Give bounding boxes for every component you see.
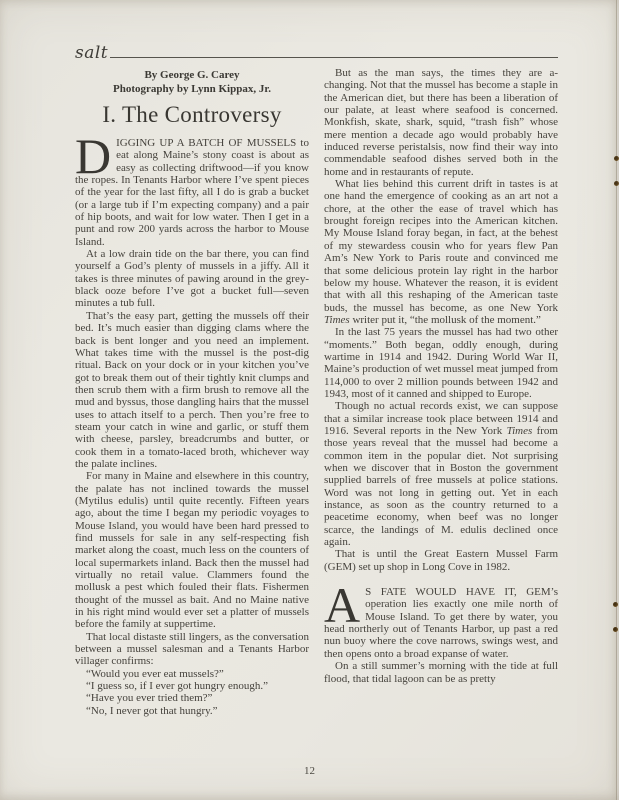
left-column-body [75,128,309,717]
paragraph: What lies behind this current drift in tastes is at one hand the emergence of cooking as an art not a chore, at the other the ease of travel which has brought foreign recipes into the American kitchen. My Mouse Island foray began, in fact, at the behest of my stewardess cousin who for years flew Pan Am’s New York to Paris route and convinced me that some delicious protein lay right in the harbor below my house. Whatever the reason, it is evident that with all this reshaping of the American taste buds, the mussel has become, as one New York Times writer put it, “the mollusk of the moment.” [324,178,558,326]
scan-artifact-dot [614,181,619,186]
article-columns [75,64,558,717]
dialogue-line: “Have you ever tried them?” [86,692,213,705]
left-column [75,64,309,717]
dialogue-line: “I guess so, if I ever got hungry enough.” [86,680,269,693]
scan-artifact-dot [614,156,619,161]
page-number: 12 [304,765,315,777]
paragraph: DIGGING UP A BATCH OF MUSSELS to eat along Maine’s stony coast is about as easy as collecting driftwood—if you know the ropes. In Tenants Harbor where I’ve spent pieces of the year for the last fifty, all I do is grab a bucket (or a large tub if I’m expecting company) and a pair of hip boots, and wait for low water. Then I get in a punt and row 200 yards across the harbor to Mouse Island. [75,128,309,248]
paragraph: In the last 75 years the mussel has had two other “moments.” Both began, oddly enough, during wartime in 1914 and 1942. During World War II, Maine’s production of wet mussel meat jumped from 114,000 to over 2 million pounds between 1942 and 1943, most of it canned and shipped to Europe. [324,326,558,400]
right-column [324,64,558,717]
byline: By George G. Carey [144,69,240,81]
paragraph: For many in Maine and elsewhere in this country, the palate has not inclined towards the mussel (Mytilus edulis) until quite recently. Fifteen years ago, about the time I began my periodic voyages to Mouse Island, you would have been hard pressed to find mussels for sale in any self-respecting fish market along the coast, much less on the counters of local supermarkets inland. Back then the mussel had virtually no retail value. Clammers found the mollusk a pest which fouled their flats. Fishermen thought of the mussel as bait. And no Maine native in his right mind would ever set a platter of mussels before the family at suppertime. [75,470,309,631]
photo-credit: Photography by Lynn Kippax, Jr. [113,82,271,95]
dialogue-line: “Would you ever eat mussels?” [86,667,224,680]
salt-logo: salt [75,43,109,63]
paragraph: That’s the easy part, getting the mussels off their bed. It’s much easier than digging clams where the back is bent longer and you need an implement. What takes time with the mussel is the post-dig ritual. Back on your dock or in your kitchen you’ve got to break them out of their tightly knit clumps and then scrub them with a firm brush to remove all the mud and byssus, those dangling hairs that the mussel uses to attach itself to a perch. Then you’re free to steam your catch in wine and garlic, or stuff them with cheese, parsley, breadcrumbs and butter, or cook them in a tomato-laced broth, whichever way the palate inclines. [75,309,309,470]
right-column-body [324,67,558,685]
masthead [75,43,558,63]
paragraph: Though no actual records exist, we can suppose that a similar increase took place between 1914 and 1916. Several reports in the New York Times from those years reveal that the mussel had become a common item in the popular diet. Not surprising when we discover that in Boston the government supplied barrels of free mussels at police stations. Word was not long in getting out. Yet in each instance, as soon as the country returned to a peacetime economy, when beef was no longer scarce, the landings of M. edulis declined once again. [324,400,558,549]
scan-artifact-dot [613,627,618,632]
paragraph: On a still summer’s morning with the tide at full flood, that tidal lagoon can be as pretty [324,660,558,685]
paragraph: That local distaste still lingers, as the conversation between a mussel salesman and a Tenants Harbor villager confirms: [75,630,309,668]
paragraph: That is until the Great Eastern Mussel Farm (GEM) set up shop in Long Cove in 1982. [324,548,558,573]
drop-cap: D [75,128,112,184]
paragraph: At a low drain tide on the bar there, you can find yourself a God’s plenty of mussels in a jiffy. All it takes is three minutes of pawing around in the grey-black ooze before I’ve got a bucket full—seven minutes a tub full. [75,248,309,310]
scan-artifact-dot [613,602,618,607]
dialogue-line: “No, I never got that hungry.” [86,704,218,717]
masthead-rule [110,57,558,58]
article-title: I. The Controversy [102,102,282,127]
paragraph: But as the man says, the times they are a-changing. Not that the mussel has become a staple in the American diet, but there has been a liberation of our palate, at least where seafood is concerned. Monkfish, skate, shark, squid, “trash fish” whose mere mention a decade ago would probably have induced reverse peristalsis, now find their way into commendable seafood dishes served both in the home and in restaurants of repute. [324,67,558,178]
drop-cap: A [324,577,361,634]
paragraph: A S FATE WOULD HAVE IT, GEM’s operation lies exactly one mile north of Mouse Island. To get there by water, you head northerly out of Tenants Harbor, up past a red nun buoy where the cove narrows, swings west, and then opens onto a broad expanse of water. [324,577,558,660]
